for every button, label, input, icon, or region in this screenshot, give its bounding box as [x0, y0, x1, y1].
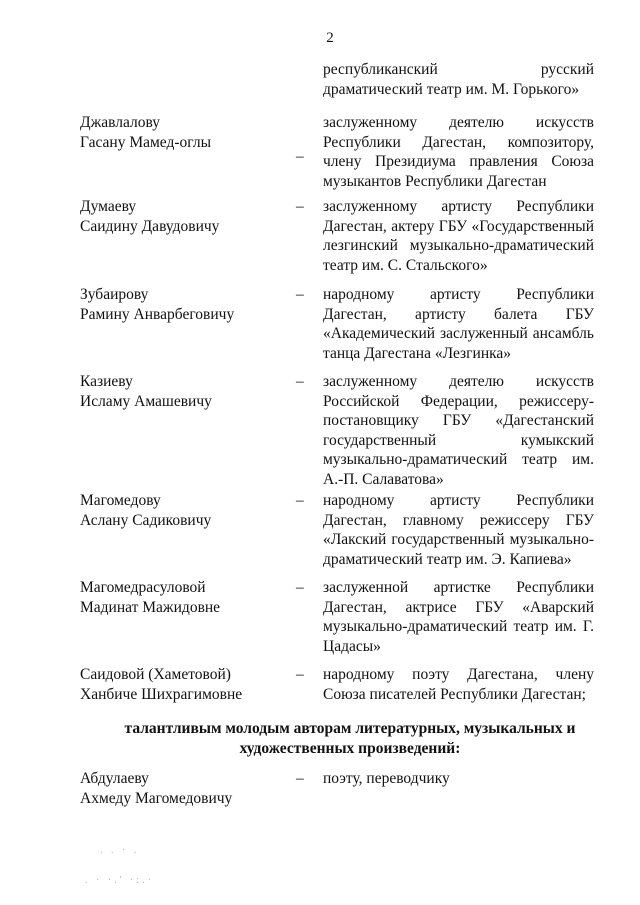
entry-surname: Магомедову: [80, 492, 161, 509]
scan-speckle: . . · .: [100, 845, 140, 856]
entry-description: народному артисту Республики Дагестан, артисту балета ГБУ «Академический заслуженный ансамбль танца Дагестана «Лезгинка»: [323, 286, 594, 362]
entry-given-name: Ханбиче Шихрагимовне: [80, 685, 243, 703]
entry-name: [80, 372, 285, 411]
entry-name: [80, 113, 285, 152]
young-author-dash: –: [296, 770, 304, 787]
young-author-given-name: Ахмеду Магомедовичу: [80, 789, 233, 807]
entry-description: народному поэту Дагестана, члену Союза писателей Республики Дагестан;: [323, 666, 594, 703]
entry-surname: Зубаирову: [80, 286, 149, 303]
entry-description: заслуженной артистке Республики Дагестан, актрисе ГБУ «Аварский музыкально-драматический театр им. Г. Цадасы»: [323, 579, 594, 655]
entry-dash: –: [296, 148, 304, 165]
entry-surname: Казиеву: [80, 373, 133, 390]
entry-dash: –: [296, 286, 304, 303]
entry-name: [80, 665, 285, 704]
entry-description: заслуженному деятелю искусств Республики Дагестан, композитору, члену Президиума правления Союза музыкантов Республики Дагестан: [323, 114, 594, 190]
entry-given-name: Рамину Анварбеговичу: [80, 305, 235, 323]
entry-given-name: Исламу Амашевичу: [80, 392, 212, 410]
continuation-text: республиканский русский драматический театр им. М. Горького»: [323, 61, 594, 98]
entry-dash: –: [296, 373, 304, 390]
entry-dash: –: [296, 492, 304, 509]
entry-name: [80, 285, 285, 324]
young-author-description: поэту, переводчику: [323, 770, 450, 787]
entry-surname: Саидовой (Хаметовой): [80, 666, 231, 683]
entry-surname: Думаеву: [80, 198, 137, 215]
scan-speckle: . · ·.' ·:.·: [85, 875, 154, 886]
entry-dash: –: [296, 666, 304, 683]
young-author-name: [80, 769, 285, 808]
entry-given-name: Саидину Давудовичу: [80, 217, 220, 235]
entry-surname: Джавлалову: [80, 114, 161, 131]
entry-name: [80, 491, 285, 530]
page-number: 2: [326, 30, 334, 46]
entry-description: заслуженному деятелю искусств Российской Федерации, режиссеру-постановщику ГБУ «Дагестанский государственный кумыкский музыкально-драматический театр им. А.-П. Салаватова»: [323, 373, 594, 488]
entry-name: [80, 197, 285, 236]
entry-given-name: Мадинат Мажидовне: [80, 598, 221, 616]
entry-given-name: Аслану Садиковичу: [80, 511, 212, 529]
section-heading: талантливым молодым авторам литературных, музыкальных и художественных произведений:: [124, 720, 576, 757]
entry-description: народному артисту Республики Дагестан, главному режиссеру ГБУ «Лакский государственный музыкально-драматический театр им. Э. Капиева»: [323, 492, 594, 568]
young-author-surname: Абдулаеву: [80, 770, 149, 787]
entry-name: [80, 578, 285, 617]
entry-dash: –: [296, 198, 304, 215]
entry-surname: Магомедрасуловой: [80, 579, 206, 596]
entry-dash: –: [296, 579, 304, 596]
entry-given-name: Гасану Мамед-оглы: [80, 133, 211, 151]
entry-description: заслуженному артисту Республики Дагестан, актеру ГБУ «Государственный лезгинский музыкально-драматический театр им. С. Стальского»: [323, 198, 594, 274]
